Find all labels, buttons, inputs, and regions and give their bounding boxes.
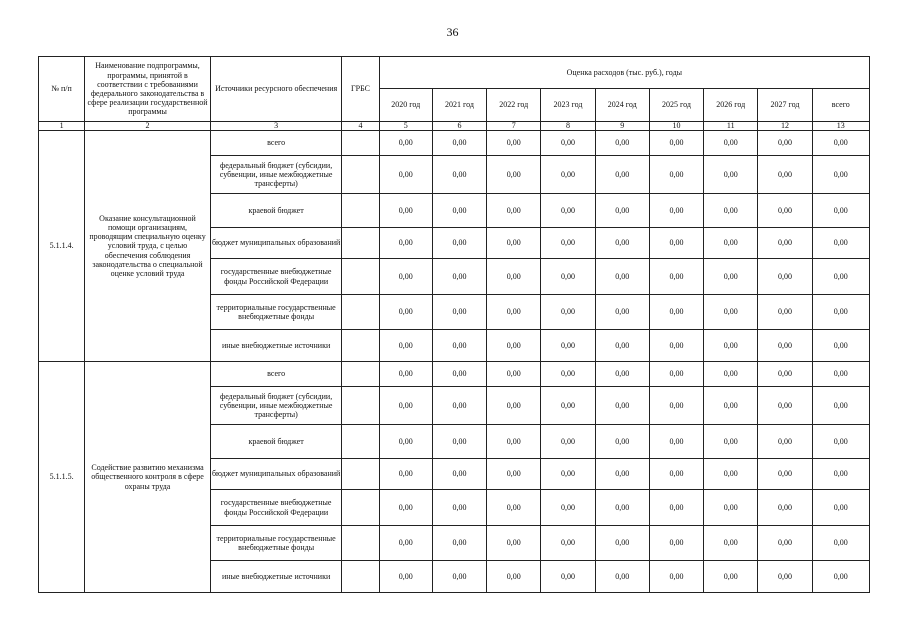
value-cell: 0,00: [704, 131, 758, 156]
grbs-cell: [342, 425, 379, 459]
value-cell: 0,00: [595, 561, 649, 593]
funding-source: краевой бюджет: [210, 194, 342, 228]
grbs-cell: [342, 387, 379, 425]
grbs-cell: [342, 362, 379, 387]
grbs-cell: [342, 526, 379, 561]
value-cell: 0,00: [649, 194, 703, 228]
column-number: 6: [432, 122, 486, 131]
value-cell: 0,00: [649, 490, 703, 526]
funding-source: иные внебюджетные источники: [210, 561, 342, 593]
value-cell: 0,00: [812, 259, 869, 295]
value-cell: 0,00: [812, 131, 869, 156]
header-col-name: Наименование подпрограммы, программы, принятой в соответствии с требованиями федерального законодательства в сфере реализации государственной программы: [85, 57, 211, 122]
value-cell: 0,00: [541, 228, 595, 259]
value-cell: 0,00: [704, 330, 758, 362]
funding-source: государственные внебюджетные фонды Российской Федерации: [210, 490, 342, 526]
value-cell: 0,00: [487, 459, 541, 490]
value-cell: 0,00: [812, 526, 869, 561]
funding-source: бюджет муниципальных образований: [210, 459, 342, 490]
value-cell: 0,00: [812, 459, 869, 490]
value-cell: 0,00: [812, 330, 869, 362]
value-cell: 0,00: [432, 194, 486, 228]
value-cell: 0,00: [758, 490, 812, 526]
funding-source: бюджет муниципальных образований: [210, 228, 342, 259]
value-cell: 0,00: [379, 387, 432, 425]
funding-source: государственные внебюджетные фонды Российской Федерации: [210, 259, 342, 295]
value-cell: 0,00: [595, 295, 649, 330]
grbs-cell: [342, 459, 379, 490]
header-col-num: № п/п: [39, 57, 85, 122]
value-cell: 0,00: [812, 228, 869, 259]
value-cell: 0,00: [541, 526, 595, 561]
value-cell: 0,00: [432, 561, 486, 593]
value-cell: 0,00: [541, 561, 595, 593]
funding-source: краевой бюджет: [210, 425, 342, 459]
row-code: 5.1.1.5.: [39, 362, 85, 593]
row-name: Оказание консультационной помощи организациям, проводящим специальную оценку условий труда, с целью обеспечения соблюдения законодательства о специальной оценке условий труда: [85, 131, 211, 362]
value-cell: 0,00: [379, 228, 432, 259]
value-cell: 0,00: [758, 362, 812, 387]
funding-source: федеральный бюджет (субсидии, субвенции, иные межбюджетные трансферты): [210, 156, 342, 194]
value-cell: 0,00: [432, 459, 486, 490]
value-cell: 0,00: [432, 156, 486, 194]
value-cell: 0,00: [487, 156, 541, 194]
column-number: 4: [342, 122, 379, 131]
grbs-cell: [342, 490, 379, 526]
value-cell: 0,00: [432, 131, 486, 156]
value-cell: 0,00: [379, 295, 432, 330]
value-cell: 0,00: [704, 362, 758, 387]
value-cell: 0,00: [595, 362, 649, 387]
value-cell: 0,00: [758, 425, 812, 459]
value-cell: 0,00: [487, 387, 541, 425]
header-year: всего: [812, 89, 869, 122]
value-cell: 0,00: [379, 131, 432, 156]
column-number: 7: [487, 122, 541, 131]
value-cell: 0,00: [595, 156, 649, 194]
value-cell: 0,00: [704, 459, 758, 490]
column-number: 3: [210, 122, 342, 131]
value-cell: 0,00: [379, 490, 432, 526]
value-cell: 0,00: [487, 526, 541, 561]
value-cell: 0,00: [487, 362, 541, 387]
column-number: 1: [39, 122, 85, 131]
value-cell: 0,00: [541, 131, 595, 156]
grbs-cell: [342, 131, 379, 156]
value-cell: 0,00: [487, 490, 541, 526]
column-number: 13: [812, 122, 869, 131]
grbs-cell: [342, 194, 379, 228]
value-cell: 0,00: [704, 490, 758, 526]
funding-source: территориальные государственные внебюджетные фонды: [210, 295, 342, 330]
value-cell: 0,00: [812, 425, 869, 459]
column-number: 11: [704, 122, 758, 131]
value-cell: 0,00: [487, 259, 541, 295]
header-col-grbs: ГРБС: [342, 57, 379, 122]
value-cell: 0,00: [758, 459, 812, 490]
value-cell: 0,00: [649, 561, 703, 593]
value-cell: 0,00: [595, 330, 649, 362]
value-cell: 0,00: [758, 156, 812, 194]
header-year: 2026 год: [704, 89, 758, 122]
value-cell: 0,00: [758, 131, 812, 156]
value-cell: 0,00: [595, 228, 649, 259]
value-cell: 0,00: [595, 387, 649, 425]
value-cell: 0,00: [541, 459, 595, 490]
value-cell: 0,00: [758, 330, 812, 362]
value-cell: 0,00: [541, 194, 595, 228]
value-cell: 0,00: [541, 295, 595, 330]
value-cell: 0,00: [541, 387, 595, 425]
value-cell: 0,00: [704, 295, 758, 330]
value-cell: 0,00: [812, 387, 869, 425]
value-cell: 0,00: [595, 194, 649, 228]
value-cell: 0,00: [432, 330, 486, 362]
value-cell: 0,00: [595, 259, 649, 295]
value-cell: 0,00: [541, 156, 595, 194]
value-cell: 0,00: [541, 362, 595, 387]
value-cell: 0,00: [649, 526, 703, 561]
column-number: 9: [595, 122, 649, 131]
column-number: 8: [541, 122, 595, 131]
value-cell: 0,00: [541, 330, 595, 362]
value-cell: 0,00: [595, 131, 649, 156]
value-cell: 0,00: [704, 526, 758, 561]
value-cell: 0,00: [379, 362, 432, 387]
value-cell: 0,00: [649, 330, 703, 362]
funding-source: федеральный бюджет (субсидии, субвенции, иные межбюджетные трансферты): [210, 387, 342, 425]
value-cell: 0,00: [432, 295, 486, 330]
value-cell: 0,00: [379, 259, 432, 295]
value-cell: 0,00: [432, 387, 486, 425]
value-cell: 0,00: [704, 228, 758, 259]
value-cell: 0,00: [704, 425, 758, 459]
value-cell: 0,00: [704, 561, 758, 593]
value-cell: 0,00: [432, 362, 486, 387]
value-cell: 0,00: [649, 156, 703, 194]
value-cell: 0,00: [432, 425, 486, 459]
row-code: 5.1.1.4.: [39, 131, 85, 362]
value-cell: 0,00: [432, 526, 486, 561]
value-cell: 0,00: [758, 228, 812, 259]
grbs-cell: [342, 156, 379, 194]
value-cell: 0,00: [595, 459, 649, 490]
column-number: 2: [85, 122, 211, 131]
value-cell: 0,00: [541, 259, 595, 295]
value-cell: 0,00: [379, 330, 432, 362]
value-cell: 0,00: [649, 425, 703, 459]
value-cell: 0,00: [812, 156, 869, 194]
value-cell: 0,00: [758, 259, 812, 295]
funding-source: всего: [210, 362, 342, 387]
value-cell: 0,00: [379, 194, 432, 228]
value-cell: 0,00: [379, 459, 432, 490]
value-cell: 0,00: [379, 561, 432, 593]
value-cell: 0,00: [704, 194, 758, 228]
value-cell: 0,00: [649, 362, 703, 387]
value-cell: 0,00: [487, 194, 541, 228]
value-cell: 0,00: [758, 526, 812, 561]
value-cell: 0,00: [487, 131, 541, 156]
value-cell: 0,00: [379, 425, 432, 459]
header-year: 2023 год: [541, 89, 595, 122]
header-year: 2020 год: [379, 89, 432, 122]
grbs-cell: [342, 228, 379, 259]
header-year: 2025 год: [649, 89, 703, 122]
value-cell: 0,00: [595, 490, 649, 526]
header-year: 2022 год: [487, 89, 541, 122]
grbs-cell: [342, 561, 379, 593]
value-cell: 0,00: [379, 526, 432, 561]
funding-source: всего: [210, 131, 342, 156]
value-cell: 0,00: [649, 259, 703, 295]
value-cell: 0,00: [704, 387, 758, 425]
grbs-cell: [342, 330, 379, 362]
value-cell: 0,00: [758, 194, 812, 228]
column-number: 5: [379, 122, 432, 131]
value-cell: 0,00: [595, 425, 649, 459]
value-cell: 0,00: [649, 228, 703, 259]
value-cell: 0,00: [649, 295, 703, 330]
value-cell: 0,00: [487, 228, 541, 259]
value-cell: 0,00: [487, 330, 541, 362]
value-cell: 0,00: [812, 362, 869, 387]
header-col-source: Источники ресурсного обеспечения: [210, 57, 342, 122]
value-cell: 0,00: [812, 561, 869, 593]
column-number: 10: [649, 122, 703, 131]
value-cell: 0,00: [379, 156, 432, 194]
header-col-estimate: Оценка расходов (тыс. руб.), годы: [379, 57, 869, 89]
value-cell: 0,00: [812, 490, 869, 526]
value-cell: 0,00: [541, 490, 595, 526]
funding-source: территориальные государственные внебюджетные фонды: [210, 526, 342, 561]
value-cell: 0,00: [704, 156, 758, 194]
value-cell: 0,00: [812, 194, 869, 228]
column-number: 12: [758, 122, 812, 131]
table-row: [39, 131, 870, 156]
value-cell: 0,00: [649, 459, 703, 490]
grbs-cell: [342, 259, 379, 295]
value-cell: 0,00: [432, 228, 486, 259]
grbs-cell: [342, 295, 379, 330]
value-cell: 0,00: [487, 561, 541, 593]
value-cell: 0,00: [432, 259, 486, 295]
header-year: 2027 год: [758, 89, 812, 122]
value-cell: 0,00: [758, 561, 812, 593]
value-cell: 0,00: [649, 131, 703, 156]
funding-source: иные внебюджетные источники: [210, 330, 342, 362]
value-cell: 0,00: [649, 387, 703, 425]
value-cell: 0,00: [487, 425, 541, 459]
header-year: 2021 год: [432, 89, 486, 122]
value-cell: 0,00: [487, 295, 541, 330]
value-cell: 0,00: [758, 295, 812, 330]
row-name: Содействие развитию механизма общественного контроля в сфере охраны труда: [85, 362, 211, 593]
header-year: 2024 год: [595, 89, 649, 122]
value-cell: 0,00: [758, 387, 812, 425]
value-cell: 0,00: [541, 425, 595, 459]
value-cell: 0,00: [704, 259, 758, 295]
value-cell: 0,00: [432, 490, 486, 526]
table-row: [39, 362, 870, 387]
value-cell: 0,00: [595, 526, 649, 561]
value-cell: 0,00: [812, 295, 869, 330]
page-number: 36: [446, 25, 459, 39]
budget-table: [38, 56, 870, 593]
